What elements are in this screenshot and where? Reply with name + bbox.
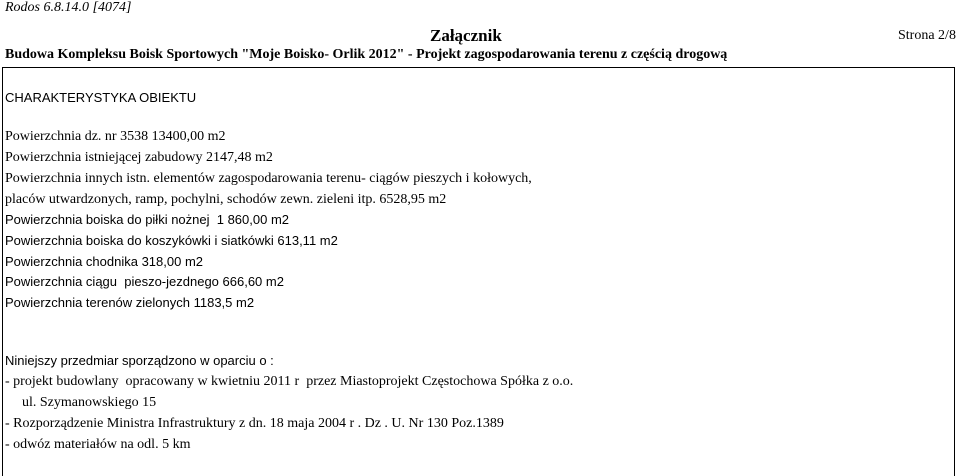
area-line: Powierzchnia dz. nr 3538 13400,00 m2 [5,129,226,144]
area-line: Powierzchnia terenów zielonych 1183,5 m2 [5,295,255,310]
basis-item: - projekt budowlany opracowany w kwietniu 2011 r przez Miastoprojekt Częstochowa Spółka z o.o. [5,374,574,389]
document-title: Załącznik [430,26,502,45]
area-line: placów utwardzonych, ramp, pochylni, schodów zewn. zieleni itp. 6528,95 m2 [5,192,447,207]
project-title: Budowa Kompleksu Boisk Sportowych "Moje Boisko- Orlik 2012" - Projekt zagospodarowania terenu z częścią drogową [5,47,728,62]
basis-item: - odwóz materiałów na odl. 5 km [5,437,191,452]
area-line: Powierzchnia ciągu pieszo-jezdnego 666,60 m2 [5,274,284,289]
basis-item: - Rozporządzenie Ministra Infrastruktury z dn. 18 maja 2004 r . Dz . U. Nr 130 Poz.1389 [5,416,504,431]
basis-item-address: ul. Szymanowskiego 15 [22,395,157,410]
area-line: Powierzchnia istniejącej zabudowy 2147,48 m2 [5,150,273,165]
area-line: Powierzchnia boiska do piłki nożnej 1 860,00 m2 [5,212,290,227]
area-line: Powierzchnia chodnika 318,00 m2 [5,254,204,269]
area-line: Powierzchnia boiska do koszykówki i siatkówki 613,11 m2 [5,233,338,248]
page-number: Strona 2/8 [898,28,956,43]
area-line: Powierzchnia innych istn. elementów zagospodarowania terenu- ciągów pieszych i kołowych, [5,171,532,186]
app-version-label: Rodos 6.8.14.0 [4074] [5,0,132,15]
section-title: CHARAKTERYSTYKA OBIEKTU [5,90,197,105]
basis-intro: Niniejszy przedmiar sporządzono w oparciu o : [5,353,274,368]
